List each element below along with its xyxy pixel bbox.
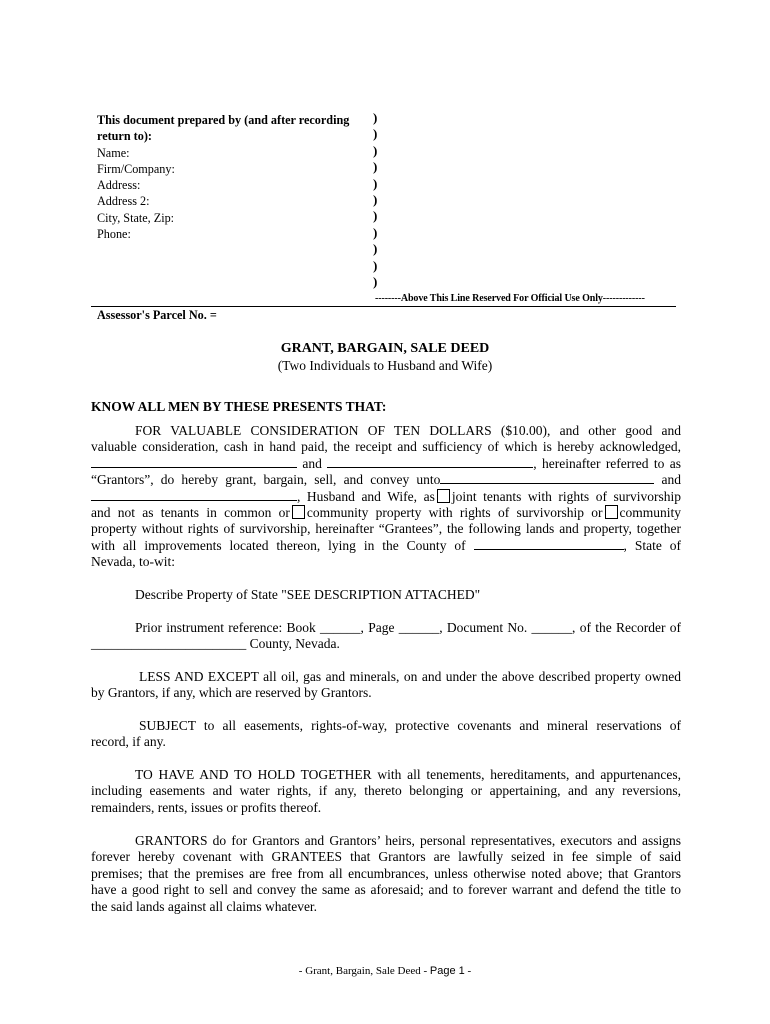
paren: ): [373, 192, 378, 208]
paren-column: [373, 110, 377, 290]
document-subtitle: (Two Individuals to Husband and Wife): [277, 358, 493, 373]
city-field-label: City, State, Zip:: [97, 210, 175, 225]
subject-paragraph: [91, 718, 681, 751]
subject-line: record, if any.: [91, 734, 166, 750]
consideration-line: FOR VALUABLE CONSIDERATION OF TEN DOLLARS ($10.00), and other good and: [135, 423, 681, 438]
county-blank[interactable]: [474, 538, 624, 550]
consideration-line: with all improvements located thereon, lying in the County of , State of: [91, 537, 681, 553]
footer-dash: -: [464, 965, 472, 977]
community-without-survivorship-checkbox[interactable]: [605, 505, 618, 519]
address-field-label: Address:: [97, 178, 141, 193]
habendum-line: remainders, rents, issues or profits thereof.: [91, 799, 322, 815]
paren: ): [373, 110, 378, 125]
document-title: GRANT, BARGAIN, SALE DEED: [280, 341, 490, 356]
grantor2-blank[interactable]: [327, 456, 533, 468]
phone-field-label: Phone:: [97, 227, 131, 242]
divider: [91, 306, 676, 307]
grantee1-blank[interactable]: [440, 472, 654, 484]
paren: ): [373, 257, 378, 273]
consideration-line: valuable consideration, cash in hand paid, the receipt and sufficiency of which is hereby acknowledged,: [91, 439, 681, 455]
covenant-line: have a good right to sell and convey the same as aforesaid; and to forever warrant and defend the title to: [91, 882, 681, 898]
grantee2-blank[interactable]: [91, 489, 297, 501]
address2-field-label: Address 2:: [97, 194, 150, 209]
paren: ): [373, 241, 378, 257]
grantors-covenant-paragraph: [91, 833, 681, 915]
covenant-line: GRANTORS do for Grantors and Grantors’ heirs, personal representatives, executors and assigns: [135, 833, 681, 848]
paren: ): [373, 126, 378, 142]
prior-instrument-paragraph: [91, 620, 681, 653]
less-except-paragraph: [91, 669, 681, 702]
paren: ): [373, 175, 378, 191]
parcel-number-label: Assessor's Parcel No. =: [97, 308, 217, 322]
paren: ): [373, 274, 378, 290]
paren: ): [373, 159, 378, 175]
consideration-line: “Grantors”, do hereby grant, bargain, sell, and convey unto and: [91, 472, 681, 488]
habendum-paragraph: [91, 767, 681, 816]
consideration-line: and not as tenants in common or community property with rights of survivorship or community: [91, 505, 681, 521]
habendum-line: including easements and water rights, if any, thereto belonging or appertaining, and any reversions,: [91, 783, 681, 799]
prior-line: Prior instrument reference: Book ______, Page ______, Document No. ______, of the Recorder of: [135, 620, 681, 635]
less-except-line: by Grantors, if any, which are reserved by Grantors.: [91, 685, 372, 701]
prior-line: _______________________ County, Nevada.: [91, 636, 340, 652]
name-field-label: Name:: [97, 145, 130, 160]
habendum-line: TO HAVE AND TO HOLD TOGETHER with all tenements, hereditaments, and appurtenances,: [135, 767, 681, 782]
subject-line: SUBJECT to all easements, rights-of-way, protective covenants and mineral reservations of: [139, 718, 681, 733]
covenant-line: premises; that the premises are free from all encumbrances, unless otherwise noted above; that Grantors: [91, 865, 681, 881]
consideration-line: and , hereinafter referred to as: [91, 456, 681, 472]
describe-property: Describe Property of State "SEE DESCRIPTION ATTACHED": [135, 587, 481, 602]
covenant-line: the said lands against all claims whatever.: [91, 898, 318, 914]
joint-tenants-checkbox[interactable]: [437, 489, 450, 503]
footer-text: - Grant, Bargain, Sale Deed -: [298, 965, 430, 977]
prepared-by-line: This document prepared by (and after recording: [97, 113, 350, 127]
page-footer: [0, 965, 770, 977]
consideration-line: , Husband and Wife, as joint tenants with rights of survivorship: [91, 489, 681, 505]
return-to-line: return to):: [97, 129, 152, 144]
consideration-line: property without rights of survivorship, hereinafter “Grantees”, the following lands and property, together: [91, 521, 681, 537]
consideration-paragraph: [91, 423, 681, 571]
paren: ): [373, 224, 378, 240]
preparer-block: [97, 112, 367, 242]
reserved-line-label: --------Above This Line Reserved For Official Use Only-------------: [375, 293, 645, 304]
community-with-survivorship-checkbox[interactable]: [292, 505, 305, 519]
consideration-line: Nevada, to-wit:: [91, 554, 175, 570]
less-except-line: LESS AND EXCEPT all oil, gas and minerals, on and under the above described property owned: [139, 669, 681, 684]
firm-field-label: Firm/Company:: [97, 161, 175, 176]
page-number: Page 1: [429, 965, 465, 977]
covenant-line: forever hereby covenant with GRANTEES that Grantors are lawfully seized in fee simple of said: [91, 849, 681, 865]
paren: ): [373, 142, 378, 158]
paren: ): [373, 208, 378, 224]
know-all-heading: KNOW ALL MEN BY THESE PRESENTS THAT:: [91, 399, 387, 414]
grantor1-blank[interactable]: [91, 456, 297, 468]
